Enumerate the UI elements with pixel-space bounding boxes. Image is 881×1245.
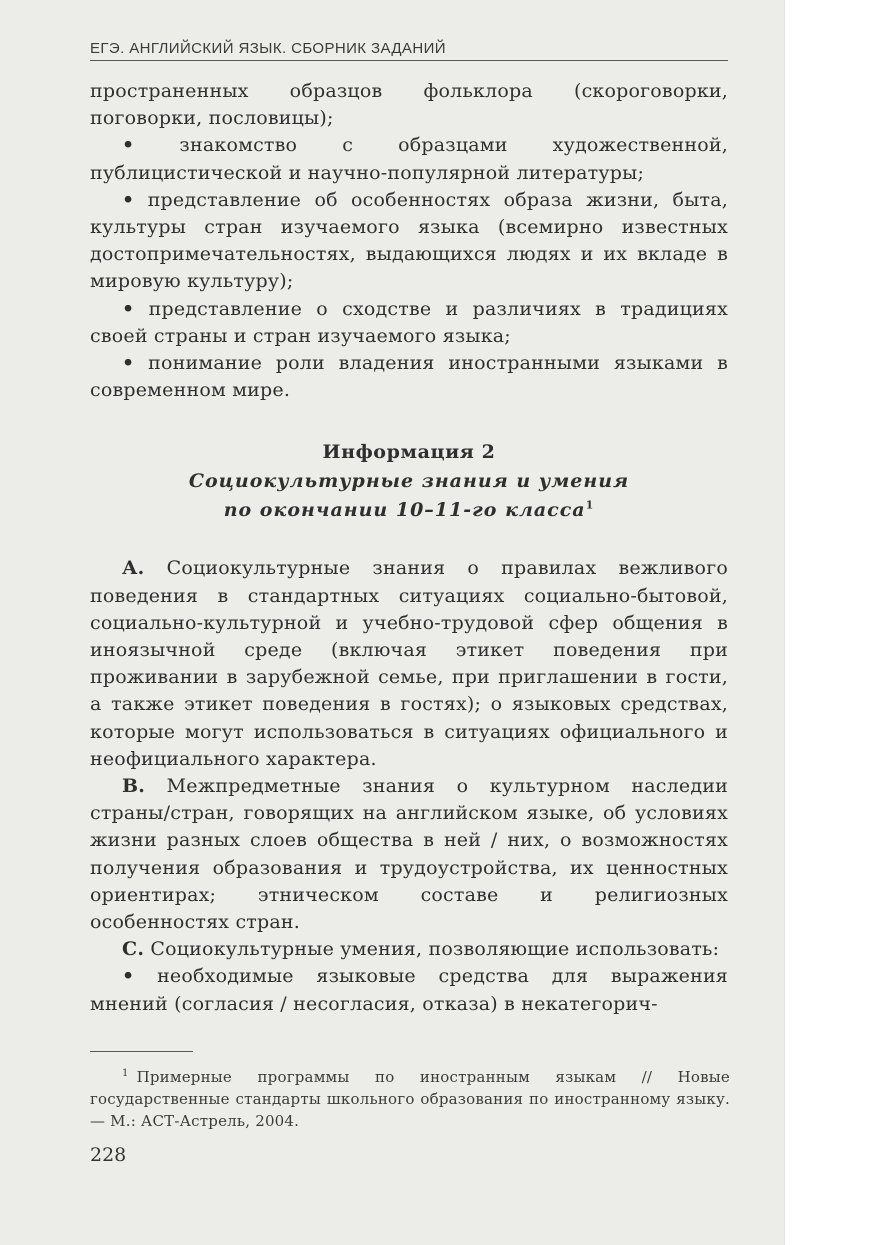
bullet-mark: • (122, 352, 135, 375)
running-head: ЕГЭ. АНГЛИЙСКИЙ ЯЗЫК. СБОРНИК ЗАДАНИЙ (90, 40, 728, 61)
section-a-paragraph (90, 555, 728, 773)
bullet-mark: • (122, 965, 135, 988)
scan-margin (784, 0, 881, 1245)
section-letter: А. (122, 557, 145, 580)
bullet-item (90, 963, 728, 1017)
bullet-mark: • (122, 188, 135, 211)
footnote-divider (90, 1051, 193, 1052)
bullet-item (90, 187, 728, 296)
section-text: Социокультурные умения, позволяющие использовать: (150, 938, 720, 961)
section-text: Межпредметные знания о культурном наследии страны/стран, говорящих на английском языке, об условиях жизни разных слоев общества в ней / них, о возможностях получения образования и трудоустройства, их ценностных ориентирах; этническом составе и религиозных особенностях стран. (90, 775, 728, 934)
heading-subtitle-text: по окончании 10–11-го класса (223, 499, 586, 522)
bullet-item (90, 132, 728, 186)
heading-subtitle-line1: Социокультурные знания и умения (188, 470, 630, 493)
page-number: 228 (90, 1144, 127, 1166)
footnote (90, 1066, 730, 1132)
bullet-text: понимание роли владения иностранными языками в современном мире. (90, 352, 728, 402)
section-letter: В. (122, 775, 146, 798)
section-heading (90, 438, 728, 525)
section-text: Социокультурные знания о правилах вежливого поведения в стандартных ситуациях социально-бытовой, социально-культурной и учебно-трудовой сфер общения в иноязычной среде (включая этикет поведения при проживании в зарубежной семье, при приглашении в гости, а также этикет поведения в гостях); о языковых средствах, которые могут использоваться в ситуациях официального и неофициального характера. (90, 557, 728, 770)
section-letter: С. (122, 938, 145, 961)
bullet-item (90, 296, 728, 350)
main-text (90, 78, 728, 1018)
footnote-reference: 1 (585, 499, 595, 513)
footnote-mark: 1 (122, 1068, 129, 1079)
bullet-text: знакомство с образцами художественной, публицистической и научно-популярной литературы; (90, 134, 728, 184)
footnote-text: Примерные программы по иностранным языкам // Новые государственные стандарты школьного образования по иностранному языку. — М.: АСТ-Астрель, 2004. (90, 1068, 730, 1130)
heading-subtitle-line2 (90, 496, 728, 525)
bullet-item (90, 350, 728, 404)
heading-title: Информация 2 (322, 441, 496, 464)
bullet-text: представление об особенностях образа жизни, быта, культуры стран изучаемого языка (всемирно известных достопримечательностях, выдающихся людях и их вкладе в мировую культуру); (90, 188, 728, 293)
bullet-text: представление о сходстве и различиях в традициях своей страны и стран изучаемого языка; (90, 297, 729, 347)
bullet-mark: • (122, 134, 135, 157)
bullet-text: необходимые языковые средства для выражения мнений (согласия / несогласия, отказа) в некатегорич- (90, 965, 728, 1015)
section-b-paragraph (90, 773, 728, 936)
continued-paragraph: пространенных образцов фольклора (скороговорки, поговорки, пословицы); (90, 80, 728, 130)
section-c-paragraph (90, 936, 728, 963)
bullet-mark: • (122, 297, 135, 320)
